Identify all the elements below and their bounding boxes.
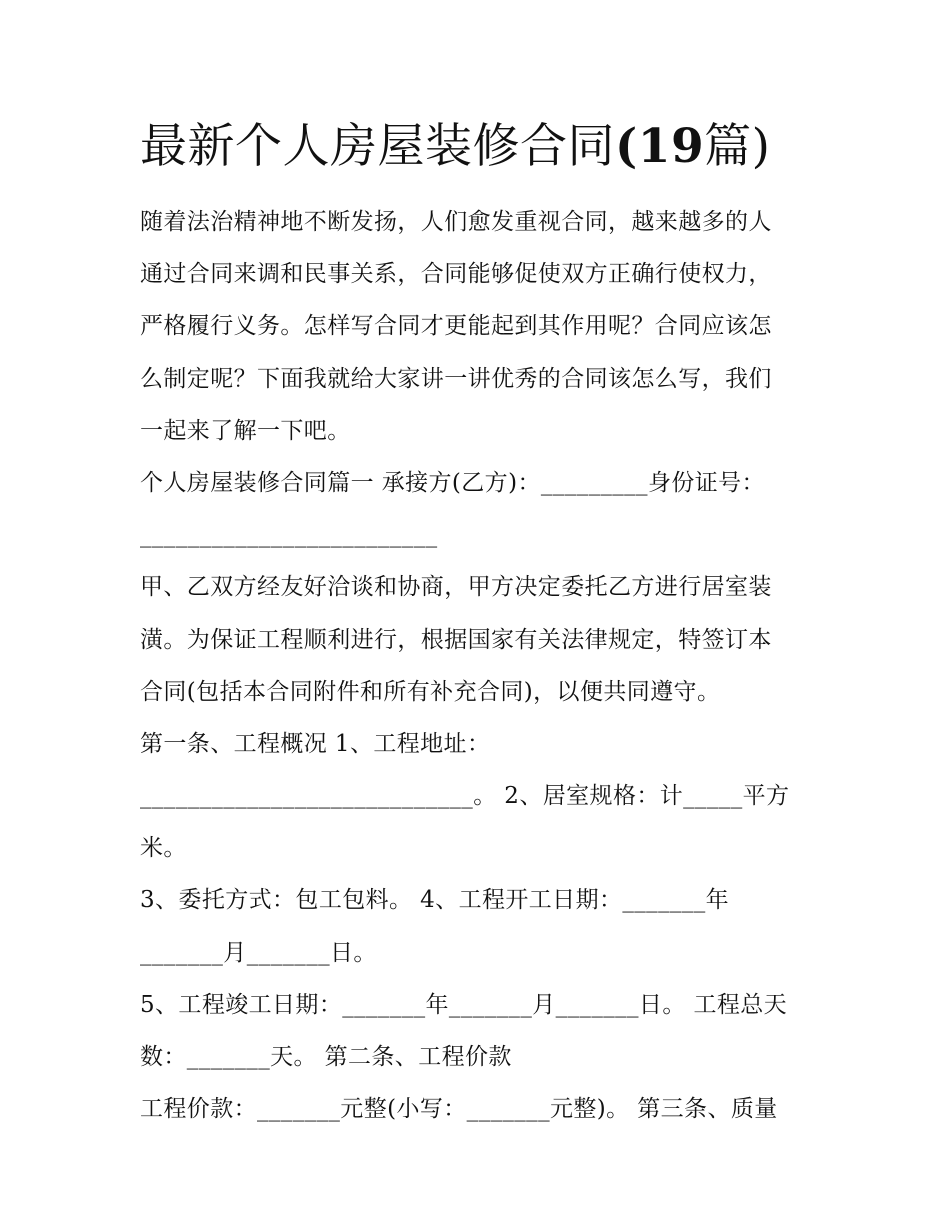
body-line-17: 数：_______天。 第二条、工程价款: [140, 1044, 512, 1070]
body-line-16: 5、工程竣工日期：_______年_______月_______日。 工程总天: [140, 991, 788, 1018]
body-line-18: 工程价款：_______元整(小写：_______元整)。 第三条、质量: [140, 1096, 778, 1123]
title-tail: 篇): [704, 119, 771, 174]
body-line-2: 通过合同来调和民事关系，合同能够促使双方正确行使权力，: [140, 261, 772, 288]
body-line-8: 甲、乙双方经友好洽谈和协商，甲方决定委托乙方进行居室装: [140, 574, 772, 601]
body-line-4: 么制定呢？下面我就给大家讲一讲优秀的合同该怎么写，我们: [140, 365, 772, 392]
body-line-14: 3、委托方式：包工包料。 4、工程开工日期：_______年: [140, 887, 730, 914]
body-line-13: 米。: [140, 835, 187, 862]
title-count: (19: [615, 119, 705, 174]
body-line-1: 随着法治精神地不断发扬，人们愈发重视合同，越来越多的人: [140, 209, 772, 235]
document-title: [140, 112, 840, 182]
title-main: 最新个人房屋装修合同: [140, 119, 615, 174]
body-line-6: 个人房屋装修合同篇一 承接方(乙方)：_________身份证号：: [140, 469, 765, 496]
body-line-10: 合同(包括本合同附件和所有补充合同)，以便共同遵守。: [140, 678, 721, 705]
body-line-3: 严格履行义务。怎样写合同才更能起到其作用呢？合同应该怎: [140, 313, 772, 340]
document-body: [140, 196, 812, 1135]
body-line-11: 第一条、工程概况 1、工程地址：: [140, 730, 491, 757]
body-line-5: 一起来了解一下吧。: [140, 417, 351, 444]
body-line-15: _______月_______日。: [140, 939, 377, 966]
body-line-9: 潢。为保证工程顺利进行，根据国家有关法律规定，特签订本: [140, 626, 772, 653]
body-line-12: ____________________________。 2、居室规格：计_____平方: [140, 783, 790, 810]
body-line-7: _________________________: [140, 522, 438, 549]
